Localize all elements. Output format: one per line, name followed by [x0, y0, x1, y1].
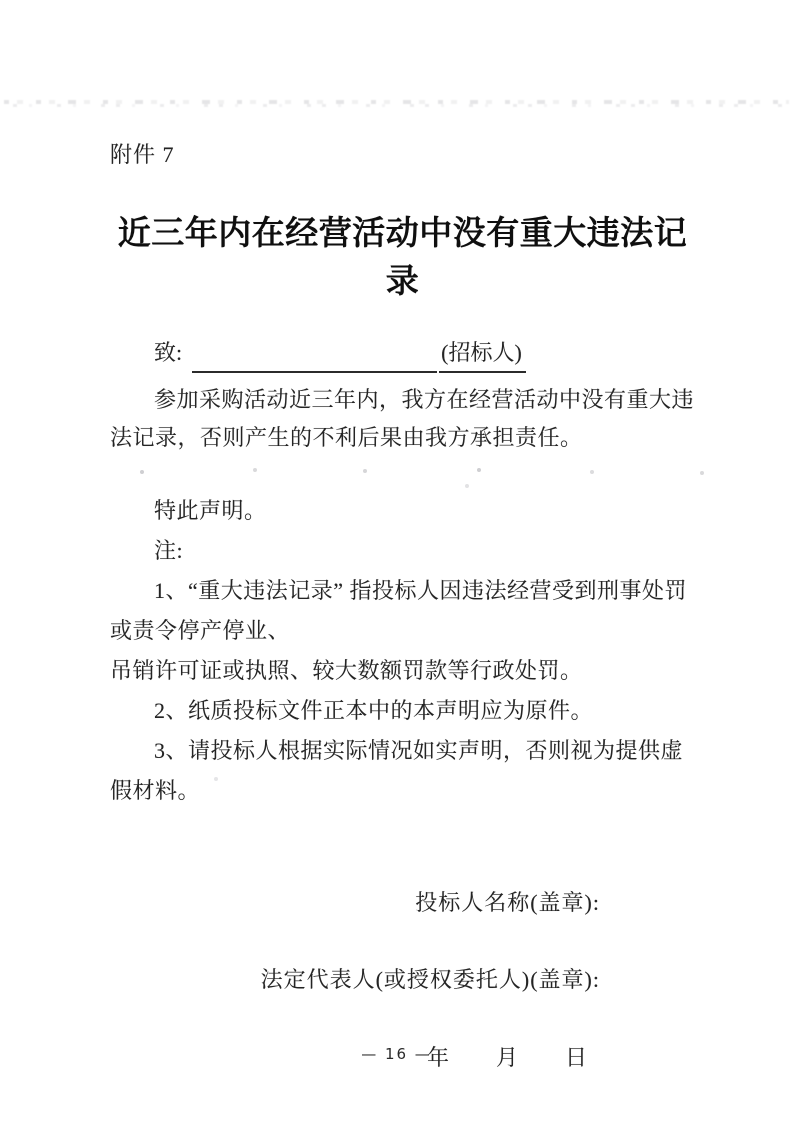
note-line-4: 3、请投标人根据实际情况如实声明，否则视为提供虚假材料。: [110, 738, 684, 803]
note-line-3: 2、纸质投标文件正本中的本声明应为原件。: [154, 698, 594, 723]
note-line-2: 吊销许可证或执照、较大数额罚款等行政处罚。: [110, 658, 583, 683]
note-line-1: 1、“重大违法记录” 指投标人因违法经营受到刑事处罚或责令停产停业、: [110, 578, 688, 643]
declaration-body: 参加采购活动近三年内，我方在经营活动中没有重大违法记录，否则产生的不利后果由我方承担责任。: [110, 387, 695, 450]
date-line: 年 月 日: [426, 1045, 588, 1070]
scan-speckle-dots: [0, 468, 2, 470]
salutation-suffix: (招标人): [439, 336, 526, 373]
closing-statement: 特此声明。: [154, 498, 267, 523]
legal-representative-label: 法定代表人(或授权委托人)(盖章):: [260, 967, 600, 992]
page-number: — 16 —: [361, 1045, 432, 1063]
salutation-prefix: 致:: [154, 340, 183, 365]
bidder-name-label: 投标人名称(盖章):: [415, 890, 600, 915]
attachment-label: 附件 7: [110, 142, 175, 167]
notes-label: 注:: [154, 538, 184, 563]
recipient-blank-field: [192, 347, 437, 373]
document-content: [110, 0, 695, 1078]
salutation-line: [110, 336, 695, 373]
document-title: 近三年内在经营活动中没有重大违法记录: [117, 216, 688, 300]
